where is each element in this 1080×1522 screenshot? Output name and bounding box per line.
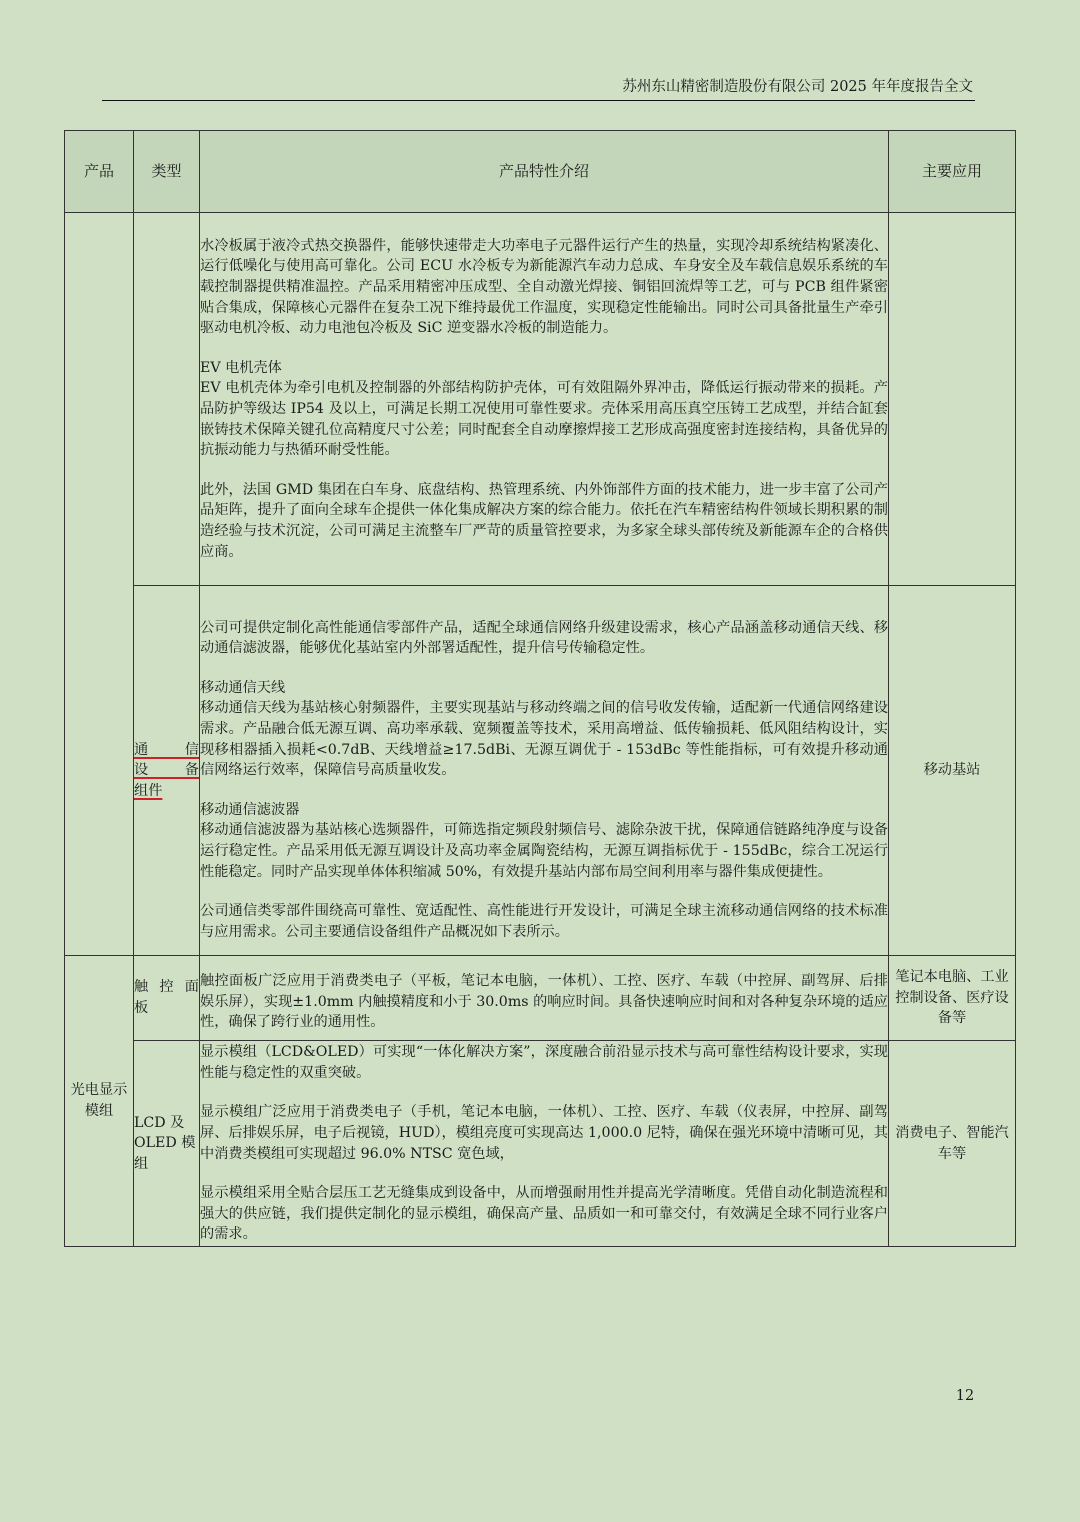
paragraph: 触控面板广泛应用于消费类电子（平板，笔记本电脑，一体机）、工控、医疗、车载（中控屏、副驾屏、后排娱乐屏），实现±1.0mm 内触摸精度和小于 30.0ms 的响应时间。具备快速响应时间和对各种复杂环境的适应性，确保了跨行业的通用性。 xyxy=(200,973,888,1031)
table-row xyxy=(65,1041,1016,1247)
type-cell-empty xyxy=(134,213,200,586)
paragraph: 显示模组采用全贴合层压工艺无缝集成到设备中，从而增强耐用性并提高光学清晰度。凭借自动化制造流程和强大的供应链，我们提供定制化的显示模组，确保高产量、品质如一和可靠交付，有效满足全球不同行业客户的需求。 xyxy=(200,1185,888,1243)
header-product: 产品 xyxy=(65,131,134,213)
page-header xyxy=(102,76,975,101)
subheading: 移动通信滤波器 xyxy=(200,801,300,818)
header-type: 类型 xyxy=(134,131,200,213)
product-cell-empty xyxy=(65,213,134,956)
page-number: 12 xyxy=(955,1388,975,1404)
type-label-line: 设 备 xyxy=(134,762,199,779)
description-cell xyxy=(200,586,889,956)
description-cell xyxy=(200,956,889,1041)
product-cell: 光电显示模组 xyxy=(65,956,134,1247)
paragraph: 显示模组广泛应用于消费类电子（手机，笔记本电脑，一体机）、工控、医疗、车载（仪表屏，中控屏、副驾屏、后排娱乐屏，电子后视镜，HUD），模组亮度可实现高达 1,000.0 尼特，确保在强光环境中清晰可见，其中消费类模组可实现超过 96.0% NTSC 宽色域， xyxy=(200,1104,888,1162)
paragraph: 公司可提供定制化高性能通信零部件产品，适配全球通信网络升级建设需求，核心产品涵盖移动通信天线、移动通信滤波器，能够优化基站室内外部署适配性，提升信号传输稳定性。 xyxy=(200,619,888,657)
description-cell xyxy=(200,213,889,586)
subheading: 移动通信天线 xyxy=(200,679,286,696)
table-row xyxy=(65,956,1016,1041)
application-cell-empty xyxy=(889,213,1016,586)
paragraph: 水冷板属于液冷式热交换器件，能够快速带走大功率电子元器件运行产生的热量，实现冷却系统结构紧凑化、运行低噪化与使用高可靠化。公司 ECU 水冷板专为新能源汽车动力总成、车身安全及车载信息娱乐系统的车载控制器提供精准温控。产品采用精密冲压成型、全自动激光焊接、铜铝回流焊等工艺，可与 PCB 组件紧密贴合集成，保障核心元器件在复杂工况下维持最优工作温度，实现稳定性能输出。同时公司具备批量生产牵引驱动电机冷板、动力电池包冷板及 SiC 逆变器水冷板的制造能力。 xyxy=(200,237,888,337)
header-application: 主要应用 xyxy=(889,131,1016,213)
type-cell xyxy=(134,586,200,956)
header-description: 产品特性介绍 xyxy=(200,131,889,213)
table-row xyxy=(65,213,1016,586)
paragraph: 公司通信类零部件围绕高可靠性、宽适配性、高性能进行开发设计，可满足全球主流移动通信网络的技术标准与应用需求。公司主要通信设备组件产品概况如下表所示。 xyxy=(200,903,888,940)
application-cell: 笔记本电脑、工业控制设备、医疗设备等 xyxy=(889,956,1016,1041)
description-cell xyxy=(200,1041,889,1247)
subheading: EV 电机壳体 xyxy=(200,359,282,376)
type-label-line: 组件 xyxy=(134,782,163,799)
application-cell: 消费电子、智能汽车等 xyxy=(889,1041,1016,1247)
paragraph: 移动通信天线为基站核心射频器件，主要实现基站与移动终端之间的信号收发传输，适配新一代通信网络建设需求。产品融合低无源互调、高功率承载、宽频覆盖等技术，采用高增益、低传输损耗、低风阻结构设计，实现移相器插入损耗<0.7dB、天线增益≥17.5dBi、无源互调优于 - 153dBc 等性能指标，可有效提升移动通信网络运行效率，保障信号高质量收发。 xyxy=(200,700,888,779)
paragraph: 显示模组（LCD&OLED）可实现“一体化解决方案”，深度融合前沿显示技术与高可靠性结构设计要求，实现性能与稳定性的双重突破。 xyxy=(200,1044,888,1081)
type-cell: LCD 及 OLED 模组 xyxy=(134,1041,200,1247)
header-title: 苏州东山精密制造股份有限公司 2025 年年度报告全文 xyxy=(622,79,973,95)
product-table xyxy=(64,130,1016,1247)
table-header-row xyxy=(65,131,1016,213)
table-row xyxy=(65,586,1016,956)
type-cell: 触 控 面板 xyxy=(134,956,200,1041)
application-cell: 移动基站 xyxy=(889,586,1016,956)
type-label-line: 通 信 xyxy=(134,741,199,758)
paragraph: 移动通信滤波器为基站核心选频器件，可筛选指定频段射频信号、滤除杂波干扰，保障通信链路纯净度与设备运行稳定性。产品采用低无源互调设计及高功率金属陶瓷结构，无源互调指标优于 - 155dBc，综合工况运行性能稳定。同时产品实现单体体积缩减 50%，有效提升基站内部布局空间利用率与器件集成便捷性。 xyxy=(200,822,888,880)
paragraph: 此外，法国 GMD 集团在白车身、底盘结构、热管理系统、内外饰部件方面的技术能力，进一步丰富了公司产品矩阵，提升了面向全球车企提供一体化集成解决方案的综合能力。依托在汽车精密结构件领域长期积累的制造经验与技术沉淀，公司可满足主流整车厂严苛的质量管控要求，为多家全球头部传统及新能源车企的合格供应商。 xyxy=(200,481,888,560)
paragraph: EV 电机壳体为牵引电机及控制器的外部结构防护壳体，可有效阻隔外界冲击，降低运行振动带来的损耗。产品防护等级达 IP54 及以上，可满足长期工况使用可靠性要求。壳体采用高压真空压铸工艺成型，并结合缸套嵌铸技术保障关键孔位高精度尺寸公差；同时配套全自动摩擦焊接工艺形成高强度密封连接结构，具备优异的抗振动能力与热循环耐受性能。 xyxy=(200,380,888,459)
